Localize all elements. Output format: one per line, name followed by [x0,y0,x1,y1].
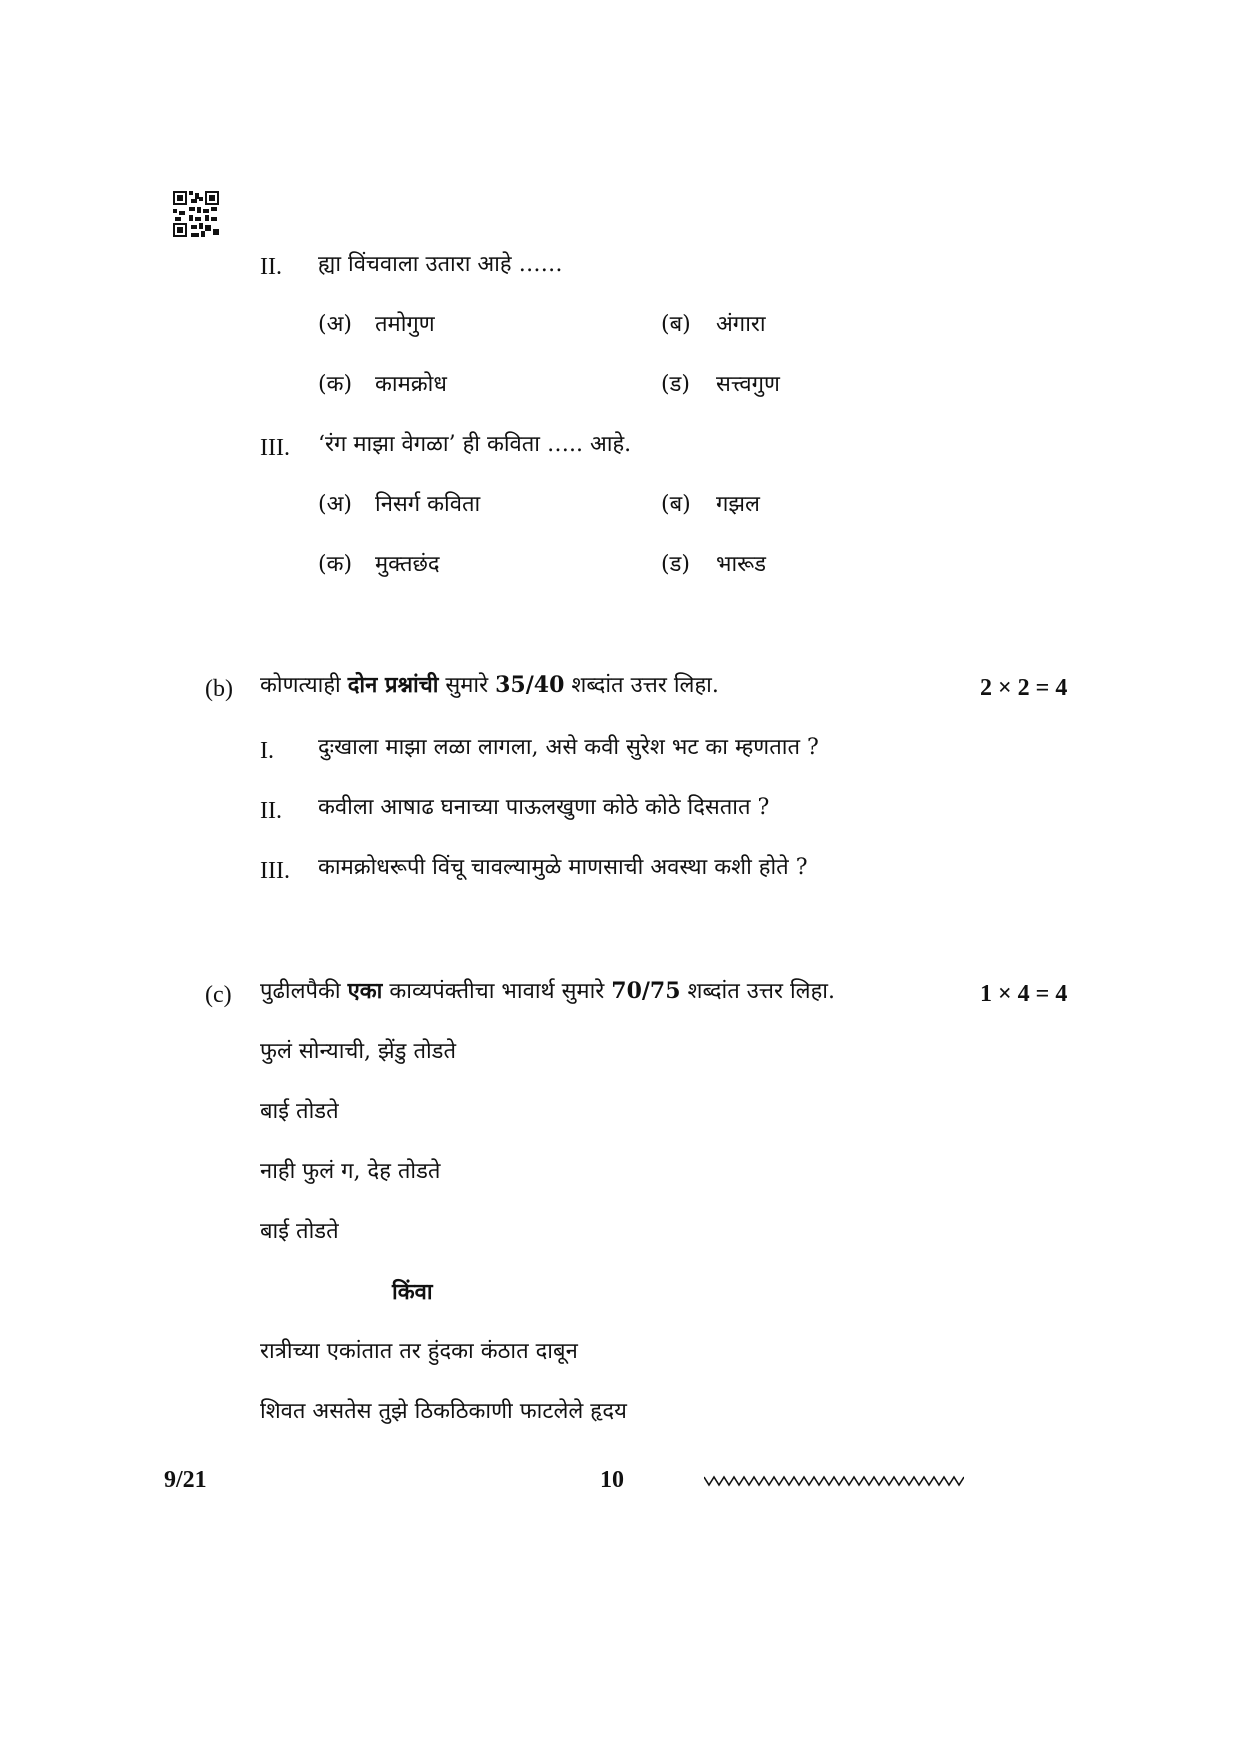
footer-paper-code: 9/21 [164,1467,207,1493]
q2-option-d-label: (ड) [661,372,690,397]
section-c-instruction-mid: काव्यपंक्तीचा भावार्थ सुमारे [382,979,612,1004]
section-b-label: (b) [205,676,233,702]
footer-page-number: 10 [600,1467,624,1493]
q2-option-b-text: अंगारा [716,312,766,337]
poem-2-line-2: शिवत असतेस तुझे ठिकठिकाणी फाटलेले हृदय [260,1399,627,1424]
section-b-instruction-mid: सुमारे [438,673,496,698]
section-c-instruction-pre: पुढीलपैकी [260,979,348,1004]
section-b-item-2-text: कवीला आषाढ घनाच्या पाऊलखुणा कोठे कोठे दिसतात ? [318,795,770,820]
question-2-text: ह्या विंचवाला उतारा आहे …… [318,252,563,277]
q3-option-b-label: (ब) [661,492,691,517]
q2-option-a-text: तमोगुण [375,312,435,337]
section-c-instruction [260,978,835,1005]
or-separator: किंवा [392,1279,433,1305]
section-c-instruction-num: 70/75 [611,978,681,1004]
question-2-number: II. [260,254,282,280]
q2-option-c-label: (क) [318,372,353,397]
wavy-line-decoration [704,1473,964,1489]
section-c-instruction-post: शब्दांत उत्तर लिहा. [680,979,835,1004]
poem-1-line-4: बाई तोडते [260,1219,339,1244]
q3-option-d-label: (ड) [661,552,690,577]
question-3-number: III. [260,435,290,461]
q2-option-c-text: कामक्रोध [375,372,447,397]
section-b-instruction [260,672,719,699]
section-b-instruction-num: 35/40 [495,672,565,698]
section-b-marks: 2 × 2 = 4 [980,675,1068,701]
section-b-item-1-text: दुःखाला माझा लळा लागला, असे कवी सुरेश भट का म्हणतात ? [318,735,819,760]
section-c-marks: 1 × 4 = 4 [980,981,1068,1007]
poem-1-line-1: फुलं सोन्याची, झेंडु तोडते [260,1039,456,1064]
q3-option-a-text: निसर्ग कविता [375,492,481,517]
section-b-instruction-pre: कोणत्याही [260,673,348,698]
qr-code [173,191,219,237]
q3-option-a-label: (अ) [318,492,352,517]
poem-1-line-2: बाई तोडते [260,1099,339,1124]
section-b-instruction-bold: दोन प्रश्नांची [347,672,439,698]
section-b-item-3-number: III. [260,858,290,884]
q2-option-a-label: (अ) [318,312,352,337]
section-b-instruction-post: शब्दांत उत्तर लिहा. [564,673,719,698]
poem-2-line-1: रात्रीच्या एकांतात तर हुंदका कंठात दाबून [260,1339,578,1364]
q3-option-c-label: (क) [318,552,353,577]
q2-option-b-label: (ब) [661,312,691,337]
section-c-label: (c) [205,982,232,1008]
q2-option-d-text: सत्त्वगुण [716,372,780,397]
section-b-item-1-number: I. [260,738,274,764]
section-b-item-3-text: कामक्रोधरूपी विंचू चावल्यामुळे माणसाची अवस्था कशी होते ? [318,855,808,880]
q3-option-d-text: भारूड [716,552,767,577]
section-b-item-2-number: II. [260,798,282,824]
question-3-text: ‘रंग माझा वेगळा’ ही कविता ….. आहे. [318,432,632,457]
section-c-instruction-bold: एका [347,978,383,1004]
q3-option-b-text: गझल [716,492,760,517]
q3-option-c-text: मुक्तछंद [375,552,440,577]
poem-1-line-3: नाही फुलं ग, देह तोडते [260,1159,441,1184]
